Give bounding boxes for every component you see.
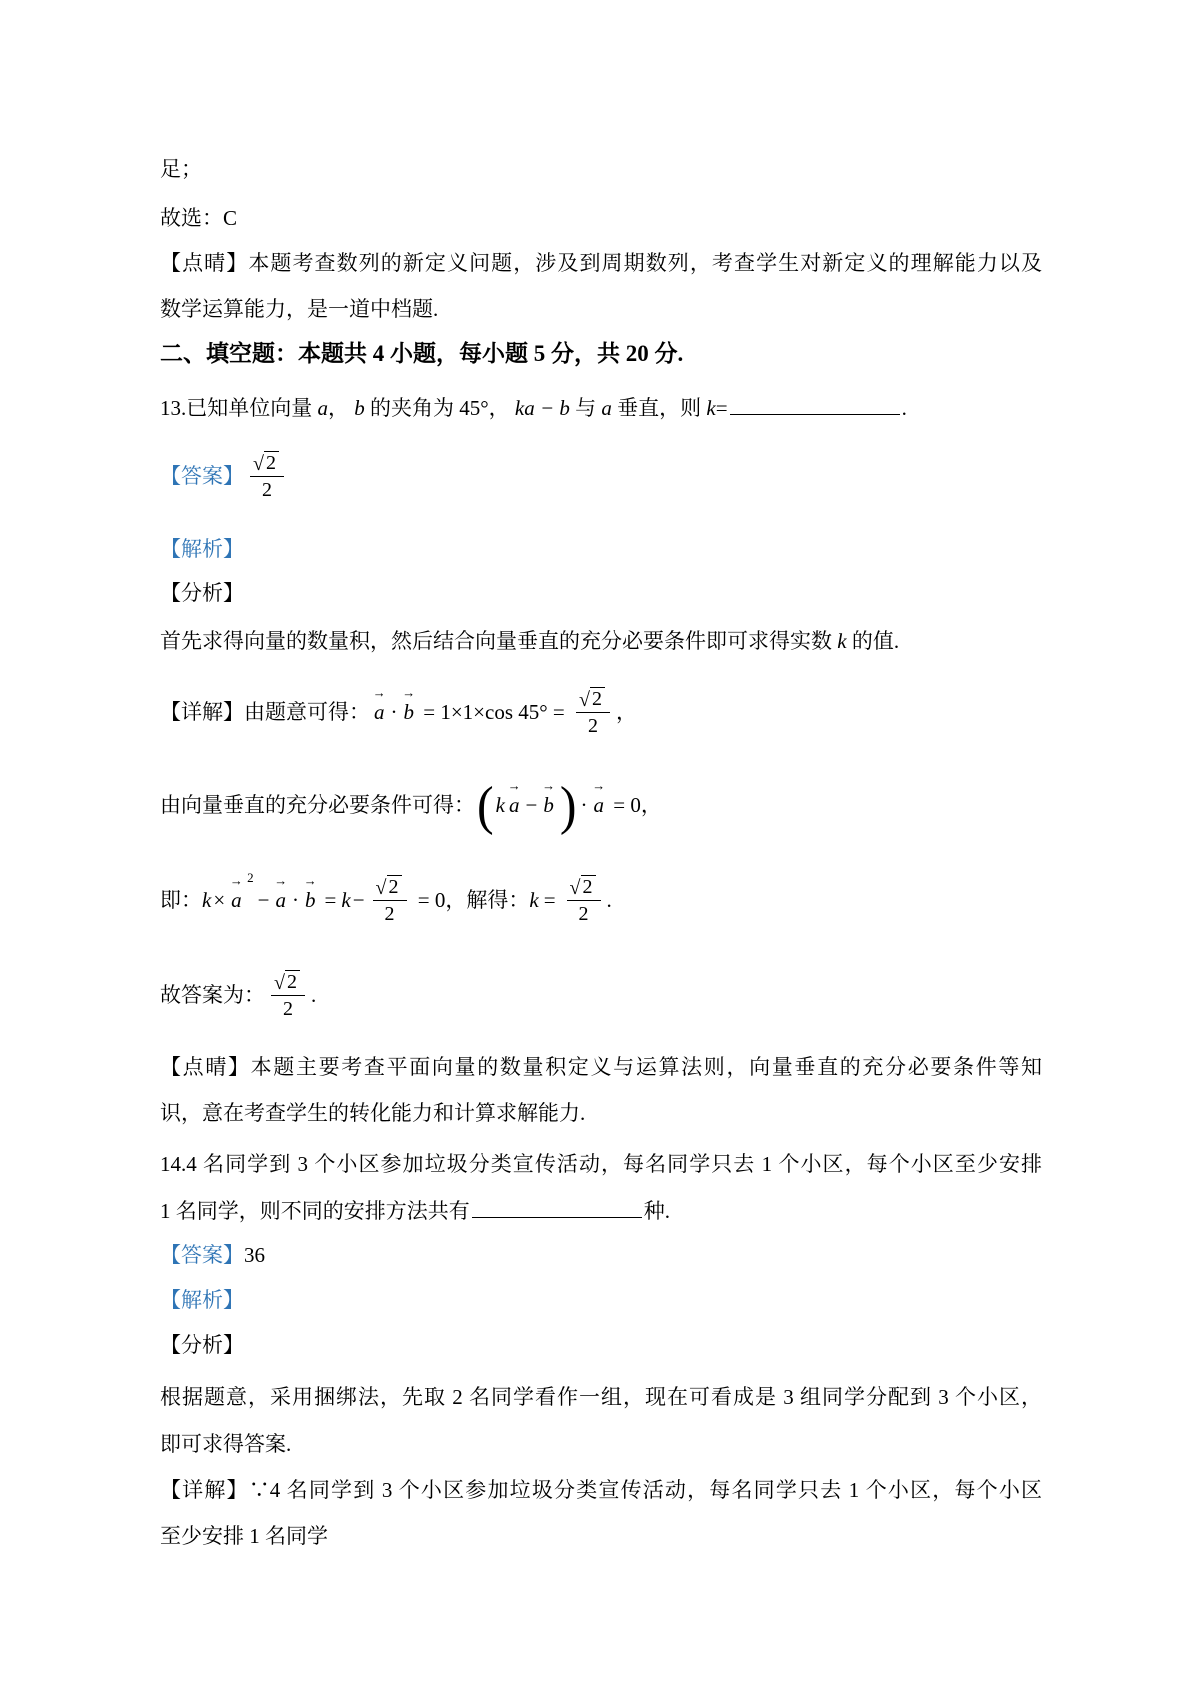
q14-method-label: 【分析】 [160, 1333, 244, 1357]
sqrt2-over-2-fraction [576, 687, 610, 738]
detail-label: 【详解】 [160, 699, 244, 724]
formula-text: . [606, 887, 612, 912]
sqrt-icon: √ [579, 688, 590, 711]
dot-operator: · [390, 699, 398, 724]
formula-text: ，解得： [445, 887, 530, 912]
vector-a: → a [507, 777, 521, 817]
fraction-denominator: 2 [261, 478, 272, 501]
q14-text: 种. [643, 1199, 670, 1223]
q14-method-line-2: 即可求得答案. [160, 1432, 292, 1456]
minus-operator: − [257, 887, 270, 912]
sqrt2-over-2-fraction [567, 875, 601, 926]
vector-arrow-icon: → [592, 777, 606, 793]
fill-in-blank [472, 1196, 642, 1218]
var-k: k [529, 887, 539, 912]
vector-b: → b [402, 684, 416, 724]
var-k: k [706, 396, 716, 420]
q14-answer-line [160, 1242, 265, 1268]
sqrt-icon: √ [253, 452, 264, 475]
fraction-denominator: 2 [588, 714, 598, 737]
formula-text: ， [616, 699, 637, 724]
var-k: k [495, 792, 505, 817]
sqrt-icon: √ [274, 971, 285, 994]
vector-arrow-icon: → [372, 684, 386, 700]
dot-operator: · [580, 792, 588, 817]
q13-number: 13. [160, 396, 187, 420]
formula-intro: 由向量垂直的充分必要条件可得： [160, 792, 475, 817]
detail-label: 【详解】 [160, 1478, 249, 1502]
q14-detail-line-1 [160, 1477, 1042, 1503]
vector-a: → a [592, 777, 606, 817]
fraction-denominator: 2 [282, 997, 293, 1020]
q13-analysis-label: 【解析】 [160, 537, 244, 561]
sqrt2-over-2-fraction [271, 970, 305, 1021]
vector-a-squared: → 2 a [229, 869, 254, 912]
sqrt-icon: √ [569, 876, 581, 899]
sqrt2-over-2-fraction [250, 451, 284, 502]
vector-b: → b [303, 872, 317, 912]
q13-text: 垂直，则 [611, 396, 707, 420]
q13-method-label: 【分析】 [160, 581, 244, 605]
times-operator: × [213, 887, 226, 912]
q14-text: 1 名同学，则不同的安排方法共有 [160, 1199, 470, 1223]
note-label: 【点晴】 [160, 1055, 251, 1079]
q12-tail-text: 足； [160, 157, 202, 181]
formula-text: = 1×1×cos 45° = [418, 699, 571, 724]
vector-b: → b [542, 777, 556, 817]
sqrt2-over-2-fraction [373, 875, 407, 926]
conclusion-text: 故答案为： [160, 982, 265, 1007]
vector-arrow-icon: → [274, 872, 288, 888]
fraction-numerator: √ 2 [576, 687, 610, 713]
sqrt-icon: √ [375, 876, 387, 899]
vector-a: → a [274, 872, 288, 912]
q12-note-line-1 [160, 250, 1042, 276]
q14-text: 4 名同学到 3 个小区参加垃圾分类宣传活动，每名同学只去 1 个小区，每个小区至少安排 [186, 1152, 1042, 1176]
note-text: 本题主要考查平面向量的数量积定义与运算法则，向量垂直的充分必要条件等知 [250, 1055, 1043, 1079]
note-label: 【点晴】 [160, 251, 249, 275]
q13-method-text [160, 628, 899, 654]
var-a: a [601, 396, 612, 420]
var-b: b [354, 396, 365, 420]
q13-text: 已知单位向量 [186, 396, 318, 420]
superscript-2: 2 [247, 869, 254, 885]
equals-sign: = [324, 887, 337, 912]
q13-answer-line [160, 443, 290, 509]
vector-arrow-icon: → [542, 777, 556, 793]
q14-stem-line-2 [160, 1196, 670, 1224]
var-k: k [837, 629, 847, 653]
q14-analysis-label: 【解析】 [160, 1288, 244, 1312]
answer-value: 36 [244, 1243, 265, 1267]
q13-stem [160, 393, 907, 421]
q13-note-line-2: 识，意在考查学生的转化能力和计算求解能力. [160, 1101, 586, 1125]
fraction-numerator: √ 2 [567, 875, 601, 901]
q13-note-line-1 [160, 1054, 1042, 1080]
equals-sign: = [715, 396, 728, 420]
detail-intro: 由题意可得： [244, 699, 370, 724]
dot-operator: · [292, 887, 300, 912]
q13-detail-formula-3 [160, 865, 612, 935]
left-parenthesis: ( [477, 774, 494, 835]
q13-text: . [901, 396, 907, 420]
q14-number: 14. [160, 1152, 187, 1176]
q12-note-line-2: 数学运算能力，是一道中档题. [160, 297, 439, 321]
q13-text: ， [328, 396, 355, 420]
vector-arrow-icon: → [229, 872, 243, 888]
fraction-denominator: 2 [578, 902, 589, 925]
formula-text: = 0 [412, 887, 446, 912]
answer-label: 【答案】 [160, 1243, 244, 1267]
section-2-heading: 二、填空题：本题共 4 小题，每小题 5 分，共 20 分. [160, 341, 684, 366]
fill-in-blank [730, 393, 900, 415]
vector-arrow-icon: → [303, 872, 317, 888]
conclusion-text: . [310, 982, 317, 1007]
method-text: 首先求得向量的数量积，然后结合向量垂直的充分必要条件即可求得实数 [160, 629, 838, 653]
expr-ka-minus-b: ka − b [514, 396, 570, 420]
q13-detail-formula-2 [160, 770, 662, 840]
fraction-numerator: √ 2 [373, 875, 407, 901]
answer-label: 【答案】 [160, 463, 244, 488]
fraction-numerator: √ 2 [250, 451, 284, 477]
note-text: 本题考查数列的新定义问题，涉及到周期数列，考查学生对新定义的理解能力以及 [248, 251, 1043, 275]
formula-intro: 即： [160, 887, 202, 912]
q13-detail-formula-1 [160, 677, 637, 747]
vector-arrow-icon: → [507, 777, 521, 793]
q13-text: 与 [569, 396, 602, 420]
q13-conclusion-line [160, 962, 316, 1028]
var-a: a [317, 396, 328, 420]
vector-arrow-icon: → [402, 684, 416, 700]
q13-text: 的夹角为 45°， [364, 396, 515, 420]
equals-sign: = [543, 887, 556, 912]
vector-a: → a [372, 684, 386, 724]
q14-method-line-1: 根据题意，采用捆绑法，先取 2 名同学看作一组，现在可看成是 3 组同学分配到 3 个小区， [160, 1385, 1042, 1409]
var-k: k [202, 887, 212, 912]
method-text: 的值. [846, 629, 900, 653]
q14-detail-line-2: 至少安排 1 名同学 [160, 1524, 328, 1548]
detail-text: ∵4 名同学到 3 个小区参加垃圾分类宣传活动，每名同学只去 1 个小区，每个小区 [248, 1478, 1043, 1502]
q12-choice-conclusion: 故选：C [160, 206, 238, 230]
var-k: k [341, 887, 351, 912]
q14-stem-line-1 [160, 1151, 1042, 1177]
fraction-denominator: 2 [384, 902, 395, 925]
minus-operator: − [352, 887, 365, 912]
formula-text: = 0， [607, 792, 662, 817]
fraction-numerator: √ 2 [271, 970, 305, 996]
right-parenthesis: ) [559, 774, 577, 835]
minus-operator: − [525, 792, 538, 817]
